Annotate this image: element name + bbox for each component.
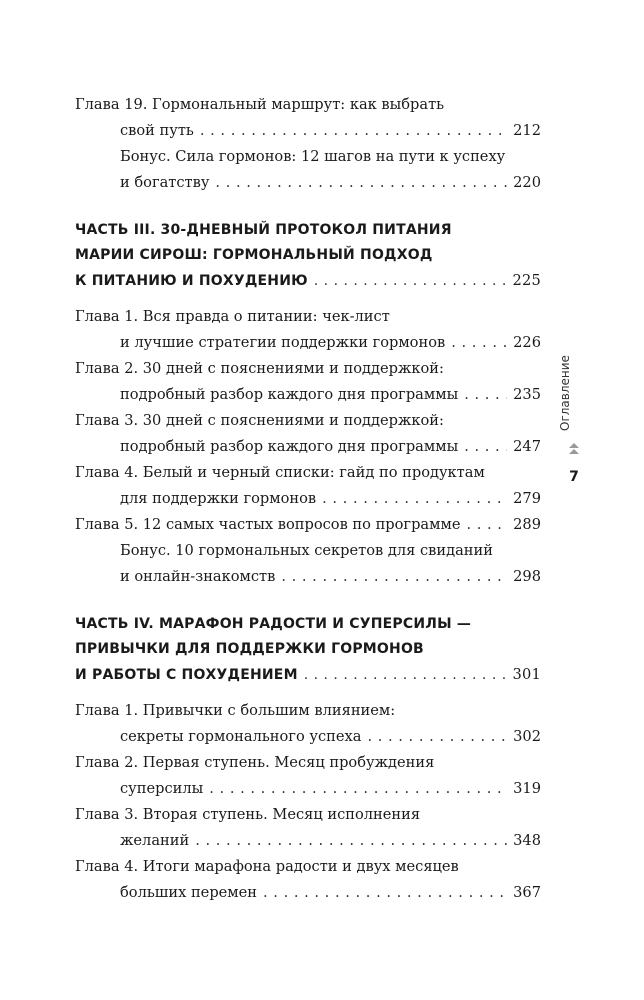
entry-title: Глава 4. Итоги марафона радости и двух месяцев <box>75 858 459 875</box>
entry-title: Бонус. Сила гормонов: 12 шагов на пути к успеху <box>120 148 506 165</box>
part-title: ПРИВЫЧКИ ДЛЯ ПОДДЕРЖКИ ГОРМОНОВ <box>75 641 424 657</box>
entry-title: Глава 3. Вторая ступень. Месяц исполнения <box>75 806 421 823</box>
entry-title: Глава 19. Гормональный маршрут: как выбрать <box>75 96 445 113</box>
entry-title: и лучшие стратегии поддержки гормонов <box>120 334 446 351</box>
page-number: 226 <box>513 334 541 351</box>
entry-title: больших перемен <box>120 884 258 901</box>
dot-leader <box>464 434 507 460</box>
table-of-contents <box>75 92 541 906</box>
section-label: Оглавление <box>558 355 572 431</box>
dot-leader <box>464 382 507 408</box>
entry-title: и онлайн-знакомств <box>120 568 276 585</box>
part-title: ЧАСТЬ III. 30-ДНЕВНЫЙ ПРОТОКОЛ ПИТАНИЯ <box>75 222 452 238</box>
toc-entry <box>75 854 541 906</box>
dot-leader <box>281 564 507 590</box>
entry-title: суперсилы <box>120 780 204 797</box>
entry-title: Глава 5. 12 самых частых вопросов по программе <box>75 516 461 533</box>
toc-entry <box>75 750 541 802</box>
page-number: 367 <box>513 884 541 901</box>
page-number: 235 <box>513 386 541 403</box>
page-number: 225 <box>512 272 541 289</box>
entry-title: Глава 2. Первая ступень. Месяц пробуждения <box>75 754 435 771</box>
toc-entry <box>75 304 541 356</box>
dot-leader <box>195 828 507 854</box>
dot-leader <box>466 512 507 538</box>
page-number: 247 <box>513 438 541 455</box>
entry-title: желаний <box>120 832 190 849</box>
part-title: К ПИТАНИЮ И ПОХУДЕНИЮ <box>75 273 308 289</box>
dot-leader <box>200 118 507 144</box>
entry-title: Глава 3. 30 дней с пояснениями и поддержкой: <box>75 412 444 429</box>
page-number: 220 <box>513 174 541 191</box>
page-number: 289 <box>513 516 541 533</box>
entry-title: Глава 1. Привычки с большим влиянием: <box>75 702 396 719</box>
toc-entry <box>75 512 541 538</box>
dot-leader <box>263 880 507 906</box>
page-number: 302 <box>513 728 541 745</box>
entry-title: Глава 2. 30 дней с пояснениями и поддержкой: <box>75 360 444 377</box>
entry-title: подробный разбор каждого дня программы <box>120 386 459 403</box>
toc-entry-bonus <box>75 538 541 590</box>
dot-leader <box>314 269 507 294</box>
entry-title: Глава 4. Белый и черный списки: гайд по продуктам <box>75 464 485 481</box>
dot-leader <box>367 724 507 750</box>
toc-entry <box>75 802 541 854</box>
dot-leader <box>209 776 507 802</box>
page-number: 298 <box>513 568 541 585</box>
toc-entry <box>75 698 541 750</box>
page-number: 212 <box>513 122 541 139</box>
entry-title: Бонус. 10 гормональных секретов для свиданий <box>120 542 493 559</box>
page-number: 319 <box>513 780 541 797</box>
page-number: 279 <box>513 490 541 507</box>
part-heading-4 <box>75 612 541 688</box>
part-title: И РАБОТЫ С ПОХУДЕНИЕМ <box>75 667 298 683</box>
side-running-header <box>558 355 588 495</box>
page-number: 348 <box>513 832 541 849</box>
double-arrow-icon <box>568 443 580 455</box>
dot-leader <box>215 170 507 196</box>
toc-entry <box>75 408 541 460</box>
dot-leader <box>322 486 507 512</box>
toc-entry <box>75 460 541 512</box>
dot-leader <box>304 663 507 688</box>
entry-title: Глава 1. Вся правда о питании: чек-лист <box>75 308 390 325</box>
page-number: 7 <box>569 469 579 485</box>
part-title: МАРИИ СИРОШ: ГОРМОНАЛЬНЫЙ ПОДХОД <box>75 247 433 263</box>
entry-title: и богатству <box>120 174 210 191</box>
entry-title: для поддержки гормонов <box>120 490 317 507</box>
entry-title: подробный разбор каждого дня программы <box>120 438 459 455</box>
toc-entry-bonus <box>75 144 541 196</box>
toc-entry <box>75 356 541 408</box>
entry-title: свой путь <box>120 122 194 139</box>
part-heading-3 <box>75 218 541 294</box>
entry-title: секреты гормонального успеха <box>120 728 362 745</box>
dot-leader <box>451 330 507 356</box>
page-number: 301 <box>512 666 541 683</box>
toc-entry <box>75 92 541 144</box>
part-title: ЧАСТЬ IV. МАРАФОН РАДОСТИ И СУПЕРСИЛЫ — <box>75 616 472 632</box>
